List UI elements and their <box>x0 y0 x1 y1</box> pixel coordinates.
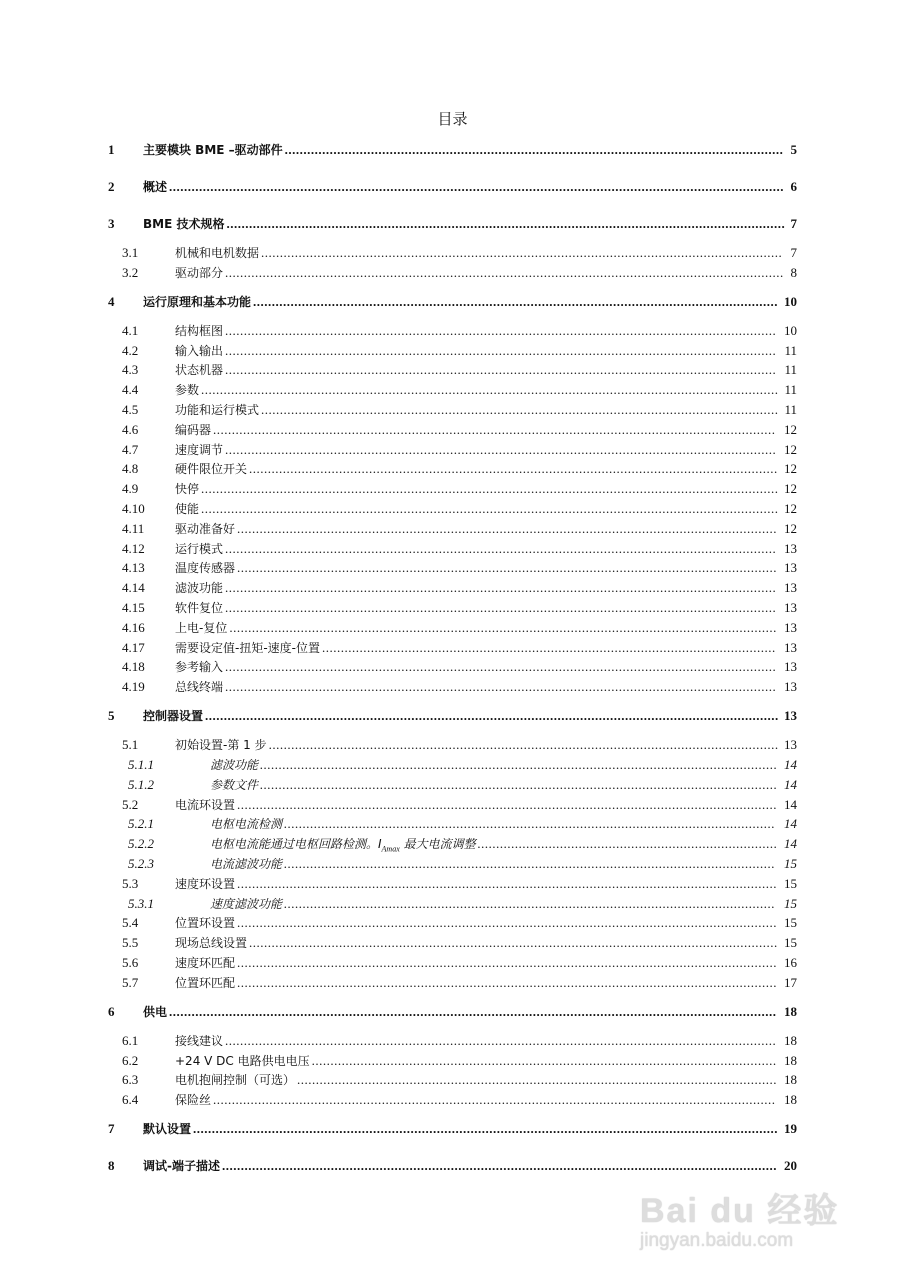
toc-entry-number: 4 <box>108 293 115 309</box>
toc-entry[interactable] <box>122 381 797 399</box>
toc-entry-number: 4.16 <box>122 619 145 635</box>
toc-entry-page: 11 <box>784 402 797 417</box>
toc-entry-page: 14 <box>784 836 797 852</box>
dot-leader: ......................................................................................................................................................... <box>205 708 779 724</box>
toc-entry-title <box>175 540 223 558</box>
toc-entry-title-text: 快停 <box>175 482 200 497</box>
toc-entry-title <box>175 421 211 439</box>
toc-entry-title-text: 运行原理和基本功能 <box>143 294 252 309</box>
toc-entry[interactable] <box>122 500 797 518</box>
toc-entry-title-text: 驱动准备好 <box>175 521 236 536</box>
toc-entry-title-text: 控制器设置 <box>143 709 204 724</box>
toc-entry-title <box>175 244 259 262</box>
toc-entry-page: 13 <box>784 540 797 556</box>
toc-entry-title <box>175 480 199 498</box>
toc-entry-title <box>175 736 267 754</box>
toc-entry-title-text: 上电-复位 <box>175 620 228 635</box>
toc-entry[interactable] <box>122 441 797 459</box>
dot-leader: ................................................................................................................................................ <box>237 974 778 990</box>
toc-entry-title <box>143 707 203 725</box>
toc-entry-page: 12 <box>784 461 797 477</box>
toc-entry-page: 15 <box>784 915 797 931</box>
toc-entry-page: 15 <box>784 875 797 891</box>
toc-entry-title <box>175 322 223 340</box>
toc-entry-number: 4.18 <box>122 659 145 675</box>
toc-entry-number: 4.7 <box>122 441 139 457</box>
watermark-brand: Bai du 经验 <box>640 1192 840 1230</box>
toc-entry-title-text: 速度调节 <box>175 442 224 457</box>
toc-entry[interactable] <box>122 1071 797 1089</box>
toc-entry-title-text: 参数 <box>175 383 200 398</box>
toc-entry-page: 18 <box>784 1052 797 1068</box>
subscript: Amax <box>381 844 400 854</box>
toc-entry-title-text: 速度环匹配 <box>175 956 236 970</box>
dot-leader: .................................................................................................................................................................. <box>169 1003 777 1019</box>
toc-entry-number: 3.2 <box>122 264 139 280</box>
dot-leader: .......................................................................................................................................... <box>260 757 778 772</box>
dot-leader: ................................................................................................................................................... <box>225 362 777 378</box>
toc-entry-page: 16 <box>784 955 797 970</box>
toc-entry-number: 5.7 <box>122 974 139 990</box>
toc-entry-page: 19 <box>784 1121 797 1137</box>
toc-entry-title-text: 接线建议 <box>175 1033 224 1048</box>
toc-entry[interactable] <box>128 756 797 774</box>
toc-entry[interactable] <box>122 401 797 419</box>
toc-entry-number: 3 <box>108 216 115 231</box>
toc-entry[interactable] <box>122 639 797 657</box>
toc-entry-title-text: 电枢电流检测 <box>210 817 283 832</box>
toc-entry-page: 18 <box>784 1003 797 1019</box>
toc-entry-title <box>175 520 235 538</box>
dot-leader: .......................................................................................................................................................... <box>201 481 779 497</box>
toc-entry-number: 5.3.1 <box>128 895 154 911</box>
toc-entry-page: 11 <box>784 342 797 358</box>
toc-entry-page: 12 <box>784 501 797 516</box>
toc-entry-page: 13 <box>784 600 797 615</box>
toc-entry-title-text: 软件复位 <box>175 601 224 615</box>
baidu-jingyan-watermark <box>640 1192 839 1252</box>
toc-entry-number: 2 <box>108 179 115 194</box>
toc-entry-title <box>175 796 235 814</box>
toc-entry[interactable] <box>128 895 797 913</box>
toc-entry-title <box>175 619 227 637</box>
toc-entry-title-text: 电机抱闸控制（可选） <box>175 1073 296 1088</box>
dot-leader: .......................................................................................................................................................... <box>201 382 779 398</box>
toc-entry-title-text: 参考输入 <box>175 660 224 675</box>
dot-leader: ...................................................................................................................................................... <box>213 421 776 437</box>
dot-leader: ................................................................................................................................................ <box>237 560 778 576</box>
toc-entry-title <box>210 895 282 913</box>
toc-entry-number: 4.6 <box>122 421 139 437</box>
toc-entry-title-text: 电流环设置 <box>175 797 236 812</box>
toc-entry-number: 5.3 <box>122 875 139 891</box>
toc-entry-number: 4.15 <box>122 600 145 615</box>
dot-leader: .................................................................................................................................................. <box>229 619 777 635</box>
toc-entry[interactable] <box>122 1052 797 1070</box>
toc-entry-number: 4.11 <box>122 520 145 536</box>
toc-entry-number: 4.1 <box>122 322 139 338</box>
dot-leader: ................................................................................................................................................ <box>237 875 778 891</box>
toc-entry-title-text: 总线终端 <box>175 680 224 695</box>
toc-entry[interactable] <box>122 914 797 932</box>
toc-entry-number: 4.13 <box>122 560 145 576</box>
dot-leader: ..................................................................................................................................................... <box>226 216 786 231</box>
toc-entry-page: 13 <box>784 708 797 724</box>
dot-leader: ................................................................................................................................................... <box>225 1032 777 1048</box>
toc-entry-number: 4.17 <box>122 639 145 655</box>
toc-entry-title-text: 温度传感器 <box>175 561 236 576</box>
toc-entry-number: 6.4 <box>122 1092 139 1108</box>
toc-entry-title <box>210 815 282 833</box>
toc-entry-title-text: 电流滤波功能 <box>210 857 283 871</box>
toc-entry[interactable] <box>108 1120 797 1138</box>
dot-leader: ................................................................................................................................... <box>284 816 776 832</box>
toc-entry-number: 6.1 <box>122 1032 139 1048</box>
toc-entry-title <box>143 1157 220 1175</box>
toc-entry[interactable] <box>122 579 797 597</box>
toc-entry-page: 15 <box>784 895 797 911</box>
dot-leader: ........................................................................................................................................... <box>261 245 783 260</box>
toc-entry-title <box>175 460 247 478</box>
toc-entry-title-text: 参数文件 <box>210 777 259 792</box>
toc-entry-number: 5.5 <box>122 935 139 951</box>
toc-entry[interactable] <box>122 974 797 992</box>
toc-entry-page: 13 <box>784 659 797 675</box>
toc-entry-title <box>175 559 235 577</box>
dot-leader: ............................................................................................................................................ <box>253 293 779 309</box>
toc-entry-title <box>175 678 223 696</box>
toc-entry[interactable] <box>122 480 797 498</box>
toc-entry-number: 4.8 <box>122 461 139 477</box>
dot-leader: ................................................................................ <box>477 836 778 852</box>
dot-leader: ............................................................................................................................................................ <box>193 1121 779 1137</box>
toc-entry-title <box>175 1071 295 1089</box>
dot-leader: ................................................................................................................................................ <box>237 955 778 970</box>
toc-entry-page: 18 <box>784 1092 797 1108</box>
toc-entry[interactable] <box>122 1032 797 1050</box>
toc-entry-page: 12 <box>784 441 797 457</box>
toc-entry-number: 8 <box>108 1158 115 1174</box>
watermark-url: jingyan.baidu.com <box>640 1230 794 1251</box>
toc-entry[interactable] <box>122 619 797 637</box>
dot-leader: ..................................................................................................................................................... <box>225 264 784 280</box>
toc-entry[interactable] <box>108 178 797 196</box>
dot-leader: ................................................................................................................................................... <box>225 679 777 695</box>
toc-entry-title-text: 机械和电机数据 <box>175 246 260 260</box>
toc-entry[interactable] <box>108 215 797 233</box>
toc-entry-title-text: 使能 <box>175 502 200 516</box>
toc-entry-number: 3.1 <box>122 245 139 260</box>
dot-leader: ................................................................................................................................................... <box>225 441 777 457</box>
toc-entry-number: 5 <box>108 708 115 724</box>
toc-entry-number: 5.2 <box>122 796 139 812</box>
toc-entry-title-text: 速度滤波功能 <box>210 896 283 911</box>
toc-entry-title <box>175 974 235 992</box>
toc-entry-title <box>175 361 223 379</box>
toc-entry[interactable] <box>128 835 797 853</box>
toc-entry-title-text: 状态机器 <box>175 363 224 378</box>
toc-entry-title-text: 保险丝 <box>175 1093 212 1108</box>
toc-entry[interactable] <box>122 678 797 696</box>
toc-entry-title <box>175 441 223 459</box>
toc-entry-number: 1 <box>108 142 115 157</box>
toc-entry-title <box>175 658 223 676</box>
toc-entry[interactable] <box>122 322 797 340</box>
toc-entry-title-text: 功能和运行模式 <box>175 403 260 417</box>
dot-leader: ........................................................................................................................................ <box>268 737 779 753</box>
dot-leader: ................................................................................................................................................... <box>225 322 777 338</box>
toc-entry-title-text: 调试-端子描述 <box>143 1159 220 1174</box>
dot-leader: ................................................................................................................................... <box>284 895 776 911</box>
toc-entry-title <box>175 914 235 932</box>
toc-entry-page: 8 <box>790 264 797 280</box>
toc-entry[interactable] <box>122 736 797 754</box>
dot-leader: .......................................................................................................................................................... <box>201 501 779 516</box>
toc-entry-number: 4.9 <box>122 481 139 497</box>
toc-entry-title <box>175 954 235 972</box>
toc-entry-title <box>175 1091 211 1109</box>
toc-entry-page: 13 <box>784 619 797 635</box>
toc-entry-title-text: +24 V DC 电路供电电压 <box>175 1053 310 1068</box>
toc-entry-title-text: 初始设置-第 1 步 <box>175 738 267 753</box>
toc-entry-number: 4.19 <box>122 679 145 695</box>
toc-entry-page: 11 <box>784 362 797 378</box>
toc-entry-number: 5.1.1 <box>128 757 154 772</box>
toc-entry-page: 13 <box>784 580 797 596</box>
dot-leader: ................................................................................................................................................... <box>225 342 777 358</box>
toc-entry-title-text: 结构框图 <box>175 323 224 338</box>
toc-entry-number: 5.1.2 <box>128 776 154 792</box>
toc-entry-title-text: 电枢电流能通过电枢回路检测。I <box>210 837 382 852</box>
dot-leader: ............................................................................................................................ <box>311 1052 777 1068</box>
toc-entry-title-text: BME 技术规格 <box>143 217 225 231</box>
toc-entry-number: 5.2.2 <box>128 836 154 852</box>
toc-entry[interactable] <box>128 815 797 833</box>
dot-leader: .................................................................................................................................................... <box>221 1158 777 1174</box>
toc-entry[interactable] <box>122 421 797 439</box>
toc-entry[interactable] <box>122 599 797 617</box>
toc-entry-page: 12 <box>784 520 797 536</box>
toc-entry[interactable] <box>122 540 797 558</box>
toc-entry-title <box>143 141 283 159</box>
toc-entry-title <box>175 1052 310 1070</box>
toc-entry-title <box>143 1120 191 1138</box>
toc-entry-number: 4.5 <box>122 402 139 417</box>
toc-entry-page: 14 <box>784 796 797 812</box>
toc-entry-number: 4.10 <box>122 501 145 516</box>
dot-leader: ..................................................................................................................................... <box>284 142 784 157</box>
toc-entry-number: 5.2.1 <box>128 816 154 832</box>
toc-entry-page: 12 <box>784 481 797 497</box>
toc-entry-title-text: 速度环设置 <box>175 876 236 891</box>
toc-entry-page: 17 <box>784 974 797 990</box>
toc-entry-title <box>175 500 199 518</box>
dot-leader: .......................................................................................................................................... <box>260 776 778 792</box>
dot-leader: ................................................................................................................................................... <box>225 659 777 675</box>
toc-entry-title <box>143 215 224 233</box>
toc-entry[interactable] <box>108 707 797 725</box>
toc-entry-title <box>175 599 223 617</box>
dot-leader: ......................................................................................................................... <box>322 639 776 655</box>
toc-entry-title <box>175 264 223 282</box>
toc-entry-title <box>143 293 251 311</box>
toc-entry-page: 10 <box>784 322 797 338</box>
toc-entry[interactable] <box>128 855 797 873</box>
toc-entry[interactable] <box>122 796 797 814</box>
toc-entry-title <box>175 381 199 399</box>
toc-entry-title-text: 滤波功能 <box>175 581 224 596</box>
toc-entry[interactable] <box>122 361 797 379</box>
toc-entry-number: 5.2.3 <box>128 856 154 871</box>
dot-leader: ................................................................................................................................................ <box>237 520 778 536</box>
toc-entry-page: 6 <box>790 179 797 194</box>
toc-entry-title <box>175 639 320 657</box>
toc-entry[interactable] <box>122 244 797 262</box>
dot-leader: ............................................................................................................................................. <box>249 935 778 951</box>
toc-entry[interactable] <box>122 954 797 972</box>
dot-leader: .......................................................................................................................................... <box>261 402 779 417</box>
toc-entry-page: 13 <box>784 639 797 655</box>
toc-entry-page: 5 <box>790 142 797 157</box>
toc-entry[interactable] <box>108 1157 797 1175</box>
toc-entry[interactable] <box>122 520 797 538</box>
toc-entry[interactable] <box>122 460 797 478</box>
toc-entry-title-text: 默认设置 <box>143 1122 192 1137</box>
toc-entry[interactable] <box>122 658 797 676</box>
toc-entry-title <box>175 1032 223 1050</box>
toc-entry-title-text: 驱动部分 <box>175 265 224 280</box>
dot-leader: ................................................................................................................................................ <box>237 915 778 931</box>
toc-entry-title <box>143 1003 167 1021</box>
toc-entry-page: 14 <box>784 816 797 832</box>
toc-entry[interactable] <box>122 342 797 360</box>
dot-leader: ................................................................................................................................................... <box>225 580 777 596</box>
toc-entry-title <box>143 178 167 196</box>
toc-entry-title-rest: 最大电流调整 <box>399 837 476 852</box>
toc-entry-number: 5.4 <box>122 915 139 931</box>
toc-entry-number: 5.6 <box>122 955 139 970</box>
toc-entry[interactable] <box>122 264 797 282</box>
toc-entry-number: 4.3 <box>122 362 139 378</box>
toc-entry-title <box>175 579 223 597</box>
toc-entry-title <box>210 855 282 873</box>
toc-entry-number: 7 <box>108 1121 115 1137</box>
toc-entry-title <box>210 776 258 794</box>
toc-title: 目录 <box>437 110 468 128</box>
toc-entry-page: 15 <box>784 935 797 951</box>
toc-entry-page: 12 <box>784 421 797 437</box>
toc-entry-page: 14 <box>784 757 797 772</box>
toc-entry[interactable] <box>108 293 797 311</box>
toc-entry-number: 4.14 <box>122 580 145 596</box>
toc-entry-title-text: 概述 <box>143 180 168 194</box>
dot-leader: ...................................................................................................................................................... <box>213 1092 776 1108</box>
toc-entry-page: 18 <box>784 1032 797 1048</box>
toc-entry[interactable] <box>128 776 797 794</box>
toc-entry-title <box>210 756 258 774</box>
toc-entry-title-text: 硬件限位开关 <box>175 462 248 477</box>
toc-entry-number: 6 <box>108 1003 115 1019</box>
toc-entry-number: 4.2 <box>122 342 139 358</box>
toc-entry-page: 13 <box>784 560 797 576</box>
toc-entry-title-text: 编码器 <box>175 422 212 437</box>
toc-entry-number: 5.1 <box>122 737 139 753</box>
toc-entry-title-text: 需要设定值-扭矩-速度-位置 <box>175 640 320 655</box>
toc-entry-title-text: 供电 <box>143 1004 168 1019</box>
dot-leader: ................................................................................................................................................ <box>237 796 778 812</box>
dot-leader: ................................................................................................................................................... <box>225 540 777 556</box>
toc-entry-number: 4.12 <box>122 540 145 556</box>
toc-entry-title-text: 输入输出 <box>175 343 224 358</box>
toc-entry-page: 15 <box>784 856 797 871</box>
toc-entry-page: 10 <box>784 293 797 309</box>
dot-leader: .................................................................................................................................................................... <box>169 179 785 194</box>
toc-entry-page: 13 <box>784 679 797 695</box>
toc-entry-title-text: 滤波功能 <box>210 758 259 772</box>
toc-entry[interactable] <box>108 141 797 159</box>
dot-leader: ................................................................................................................................... <box>284 856 776 871</box>
toc-entry-page: 7 <box>790 245 797 260</box>
dot-leader: ................................................................................................................................ <box>297 1072 778 1088</box>
toc-entry-title-text: 运行模式 <box>175 541 224 556</box>
toc-entry-title-text: 现场总线设置 <box>175 936 248 951</box>
toc-entry[interactable] <box>122 1091 797 1109</box>
dot-leader: ............................................................................................................................................. <box>249 461 778 477</box>
toc-entry-title-text: 位置环设置 <box>175 916 236 931</box>
toc-entry-page: 18 <box>784 1072 797 1088</box>
toc-entry[interactable] <box>108 1003 797 1021</box>
dot-leader: ................................................................................................................................................... <box>225 600 777 615</box>
toc-entry-page: 11 <box>784 382 797 398</box>
toc-entry[interactable] <box>122 934 797 952</box>
toc-entry-number: 4.4 <box>122 382 139 398</box>
toc-entry-title <box>175 401 259 419</box>
toc-entry[interactable] <box>122 875 797 893</box>
toc-entry-page: 13 <box>784 737 797 753</box>
toc-entry-title <box>175 342 223 360</box>
toc-entry[interactable] <box>122 559 797 577</box>
toc-entry-page: 14 <box>784 776 797 792</box>
toc-entry-title-text: 主要模块 BME –驱动部件 <box>143 143 283 157</box>
toc-entry-page: 20 <box>784 1158 797 1174</box>
toc-entry-title-text: 位置环匹配 <box>175 975 236 990</box>
toc-entry-number: 6.3 <box>122 1072 139 1088</box>
toc-entry-number: 6.2 <box>122 1052 139 1068</box>
toc-entry-title <box>175 934 247 952</box>
toc-entry-page: 7 <box>790 216 797 231</box>
toc-entry-title <box>175 875 235 893</box>
